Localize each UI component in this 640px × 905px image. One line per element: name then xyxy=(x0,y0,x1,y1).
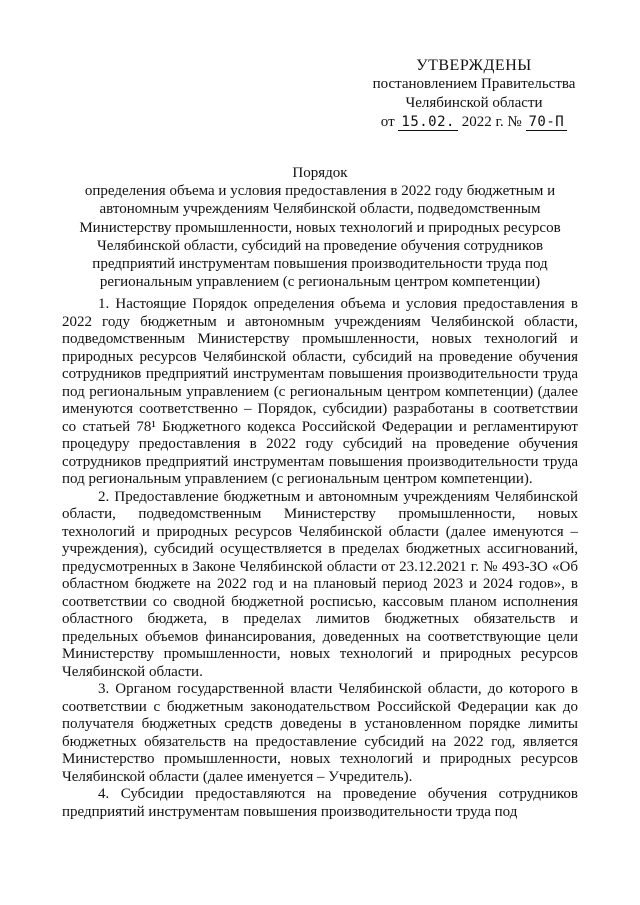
title-heading: Порядок xyxy=(292,165,348,181)
approval-block xyxy=(360,56,588,132)
approval-date: 15.02. xyxy=(398,115,458,131)
approval-date-prefix: от xyxy=(380,114,395,130)
paragraph-3: 3. Органом государственной власти Челябинской области, до которого в соответствии с бюджетным законодательством Российской Федерации как до получателя бюджетных средств доведены в установленном порядке лимиты бюджетных обязательств на предоставление субсидий на 2022 год, является Министерство промышленности, новых технологий и природных ресурсов Челябинской области (далее именуется – Учредитель). xyxy=(62,681,578,785)
approval-region: Челябинской области xyxy=(405,95,543,111)
approval-date-line xyxy=(360,113,588,132)
paragraph-2: 2. Предоставление бюджетным и автономным учреждениям Челябинской области, подведомственным Министерству промышленности, новых технологий и природных ресурсов Челябинской области (далее именуются – учреждения), субсидий осуществляется в пределах бюджетных ассигнований, предусмотренных в Законе Челябинской области от 23.12.2021 г. № 493-ЗО «Об областном бюджете на 2022 год и на плановый период 2023 и 2024 годов», в соответствии со сводной бюджетной росписью, кассовым планом исполнения областного бюджета, в пределах лимитов бюджетных обязательств и предельных объемов финансирования, доведенных на соответствующие цели Министерству промышленности, новых технологий и природных ресурсов Челябинской области. xyxy=(62,488,578,680)
approval-number: 70-П xyxy=(526,115,568,131)
approval-issuer: постановлением Правительства xyxy=(372,76,576,92)
title-text: определения объема и условия предоставления в 2022 году бюджетным и автономным учреждениям Челябинской области, подведомственным Министерству промышленности, новых технологий и природных ресурсов Челябинской области, субсидий на проведение обучения сотрудников предприятий инструментам повышения производительности труда под региональным управлением (с региональным центром компетенции) xyxy=(79,183,561,291)
document-body xyxy=(62,296,578,821)
paragraph-4: 4. Субсидии предоставляются на проведение обучения сотрудников предприятий инструментам повышения производительности труда под xyxy=(62,786,578,820)
approval-year-number-label: 2022 г. № xyxy=(461,114,522,130)
document-title xyxy=(70,164,570,291)
paragraph-1: 1. Настоящие Порядок определения объема и условия предоставления в 2022 году бюджетным и автономным учреждениям Челябинской области, подведомственным Министерству промышленности, новых технологий и природных ресурсов Челябинской области, субсидий на проведение обучения сотрудников предприятий инструментам повышения производительности труда под региональным управлением (с региональным центром компетенции) (далее именуются соответственно – Порядок, субсидии) разработаны в соответствии со статьей 78¹ Бюджетного кодекса Российской Федерации и регламентируют процедуру предоставления в 2022 году субсидий на проведение обучения сотрудников предприятий инструментам повышения производительности труда под региональным управлением (с региональным центром компетенции). xyxy=(62,296,578,487)
approval-heading: УТВЕРЖДЕНЫ xyxy=(416,57,532,74)
